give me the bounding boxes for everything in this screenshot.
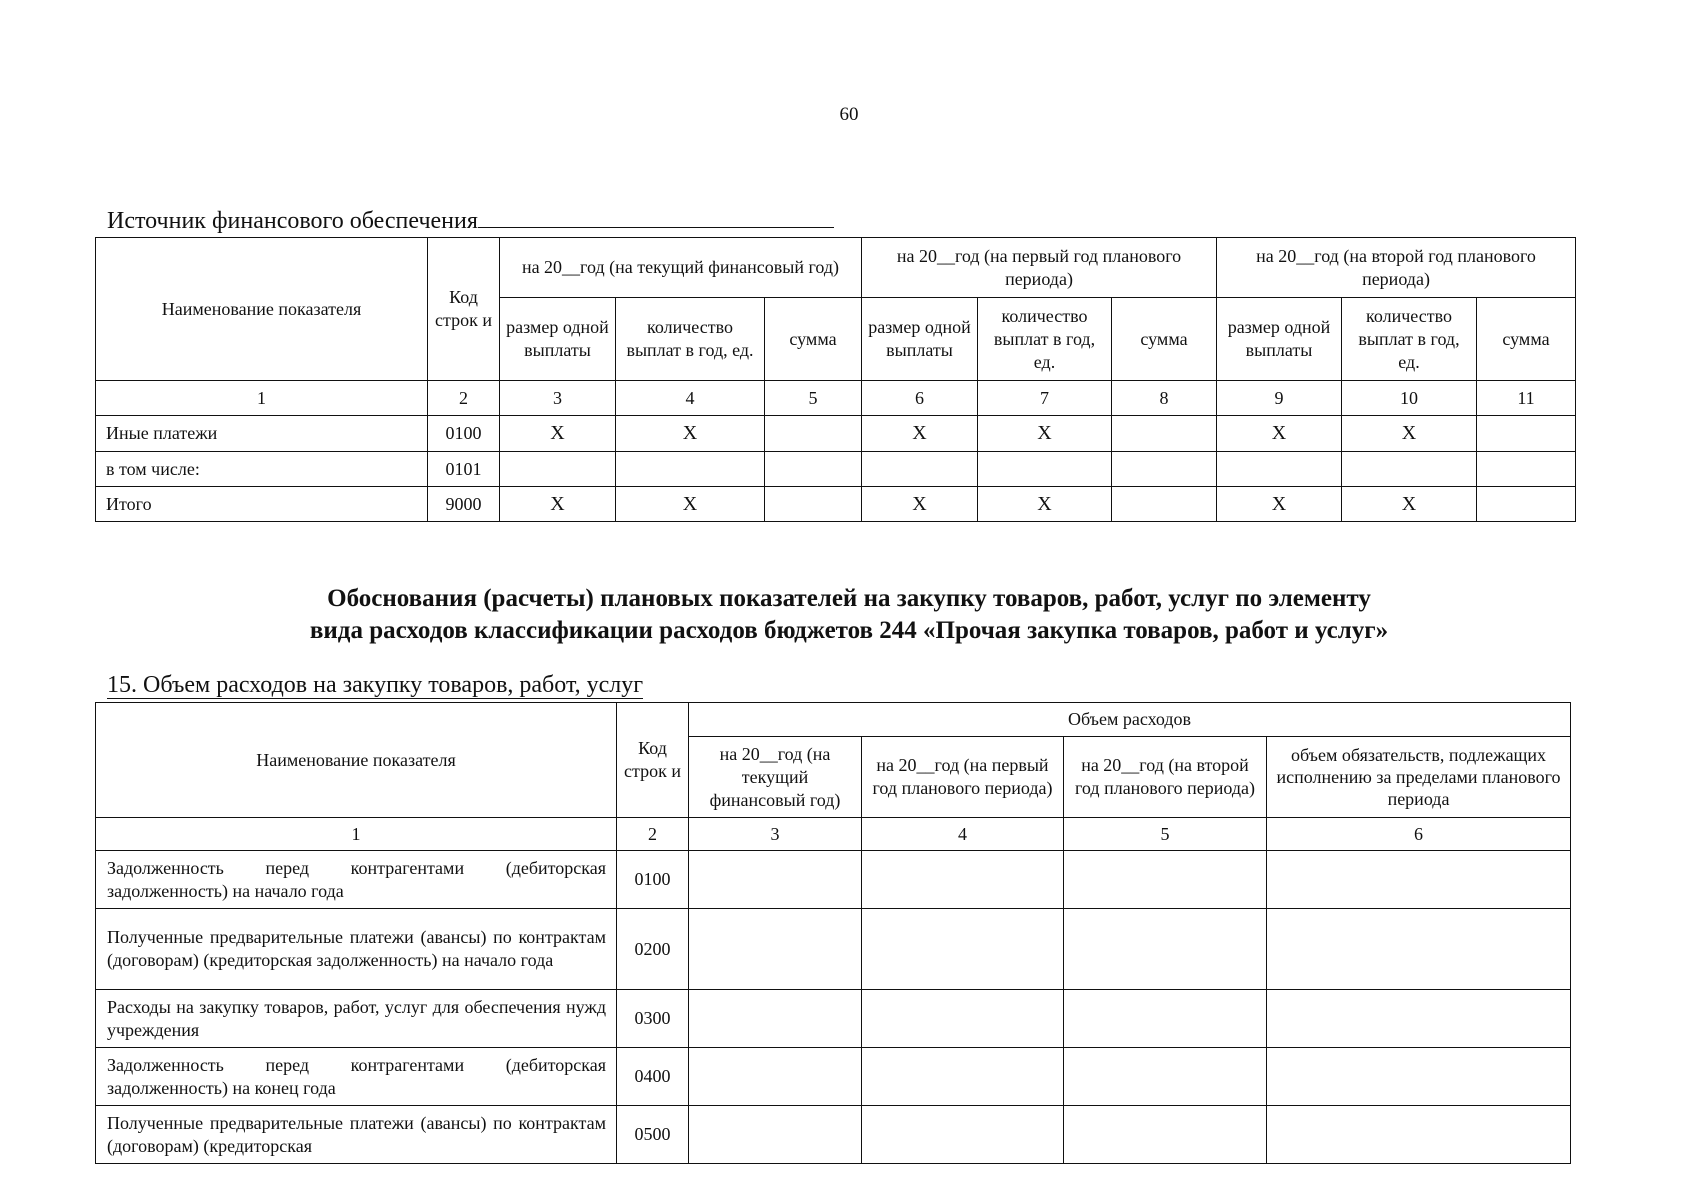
data-cell (1112, 487, 1217, 522)
data-cell (1112, 452, 1217, 487)
row-name: Итого (96, 487, 428, 522)
row-name: в том числе: (96, 452, 428, 487)
row-code: 0300 (617, 990, 689, 1048)
row-name: Расходы на закупку товаров, работ, услуг для обеспечения нужд учреждения (96, 990, 617, 1048)
data-cell: X (1217, 416, 1342, 452)
row-code: 0101 (428, 452, 500, 487)
table-row (96, 416, 1576, 452)
data-cell (862, 990, 1064, 1048)
data-cell (862, 909, 1064, 990)
row-name: Иные платежи (96, 416, 428, 452)
data-cell (689, 990, 862, 1048)
data-cell (1342, 452, 1477, 487)
column-number: 1 (96, 818, 617, 851)
section-heading-line: вида расходов классификации расходов бюджетов 244 «Прочая закупка товаров, работ и услуг» (309, 617, 1389, 644)
column-number: 4 (862, 818, 1064, 851)
column-number: 7 (978, 381, 1112, 416)
data-cell (689, 909, 862, 990)
table-row (96, 990, 1571, 1048)
table-row (96, 1106, 1571, 1164)
data-cell (765, 452, 862, 487)
header-indicator-name: Наименование показателя (96, 238, 428, 381)
header-indicator-name: Наименование показателя (96, 703, 617, 818)
column-number: 11 (1477, 381, 1576, 416)
data-cell (1477, 487, 1576, 522)
header-sum: сумма (765, 298, 862, 381)
column-number: 2 (617, 818, 689, 851)
table-row (96, 487, 1576, 522)
column-number: 6 (1267, 818, 1571, 851)
funding-source-caption (107, 207, 834, 235)
data-cell (1064, 909, 1267, 990)
data-cell: X (1342, 487, 1477, 522)
header-period-current: на 20__год (на текущий финансовый год) (500, 238, 862, 298)
data-cell: X (1217, 487, 1342, 522)
header-beyond-plan: объем обязательств, подлежащих исполнению за пределами планового периода (1267, 737, 1571, 818)
data-cell (689, 1048, 862, 1106)
table-row (96, 1048, 1571, 1106)
data-cell (1477, 452, 1576, 487)
header-period-second: на 20__год (на второй год планового периода) (1217, 238, 1576, 298)
data-cell (1064, 851, 1267, 909)
row-name: Полученные предварительные платежи (авансы) по контрактам (договорам) (кредиторская (96, 1106, 617, 1164)
header-year-current: на 20__год (на текущий финансовый год) (689, 737, 862, 818)
header-payment-count: количество выплат в год, ед. (978, 298, 1112, 381)
data-cell (689, 1106, 862, 1164)
row-name: Полученные предварительные платежи (авансы) по контрактам (договорам) (кредиторская задолженность) на начало года (96, 909, 617, 990)
row-code: 9000 (428, 487, 500, 522)
data-cell (616, 452, 765, 487)
data-cell: X (978, 416, 1112, 452)
row-code: 0500 (617, 1106, 689, 1164)
header-payment-size: размер одной выплаты (500, 298, 616, 381)
data-cell: X (616, 487, 765, 522)
section-heading-line: Обоснования (расчеты) плановых показателей на закупку товаров, работ, услуг по элементу (327, 585, 1371, 612)
data-cell (1217, 452, 1342, 487)
header-sum: сумма (1112, 298, 1217, 381)
data-cell (1064, 990, 1267, 1048)
column-number: 2 (428, 381, 500, 416)
data-cell (1064, 1048, 1267, 1106)
data-cell (862, 851, 1064, 909)
data-cell (765, 416, 862, 452)
header-payment-count: количество выплат в год, ед. (616, 298, 765, 381)
row-code: 0400 (617, 1048, 689, 1106)
data-cell (862, 1048, 1064, 1106)
column-number: 4 (616, 381, 765, 416)
data-cell (862, 452, 978, 487)
data-cell (1267, 1106, 1571, 1164)
funding-source-label: Источник финансового обеспечения (107, 208, 478, 234)
expenses-volume-table (95, 702, 1571, 1164)
table-row (96, 851, 1571, 909)
page-number: 60 (839, 104, 859, 125)
expenses-volume-caption (107, 671, 643, 699)
column-number-row (96, 818, 1571, 851)
column-number-row (96, 381, 1576, 416)
data-cell (1112, 416, 1217, 452)
column-number: 3 (689, 818, 862, 851)
table-row (96, 452, 1576, 487)
data-cell: X (978, 487, 1112, 522)
row-code: 0200 (617, 909, 689, 990)
header-year-first-plan: на 20__год (на первый год планового периода) (862, 737, 1064, 818)
data-cell: X (1342, 416, 1477, 452)
data-cell (1267, 851, 1571, 909)
column-number: 5 (765, 381, 862, 416)
row-name: Задолженность перед контрагентами (дебиторская задолженность) на конец года (96, 1048, 617, 1106)
data-cell (765, 487, 862, 522)
header-expenses-volume: Объем расходов (689, 703, 1571, 737)
funding-source-blank-line (478, 207, 834, 228)
data-cell (1477, 416, 1576, 452)
row-code: 0100 (428, 416, 500, 452)
data-cell: X (616, 416, 765, 452)
data-cell (862, 1106, 1064, 1164)
payments-table (95, 237, 1576, 522)
data-cell (689, 851, 862, 909)
row-code: 0100 (617, 851, 689, 909)
data-cell (500, 452, 616, 487)
section-heading (0, 583, 1698, 647)
header-payment-size: размер одной выплаты (862, 298, 978, 381)
data-cell (1267, 909, 1571, 990)
header-payment-count: количество выплат в год, ед. (1342, 298, 1477, 381)
column-number: 9 (1217, 381, 1342, 416)
expenses-volume-label: 15. Объем расходов на закупку товаров, работ, услуг (107, 672, 644, 698)
header-payment-size: размер одной выплаты (1217, 298, 1342, 381)
data-cell (1267, 990, 1571, 1048)
column-number: 3 (500, 381, 616, 416)
table-row (96, 909, 1571, 990)
data-cell: X (862, 487, 978, 522)
data-cell: X (500, 487, 616, 522)
column-number: 5 (1064, 818, 1267, 851)
column-number: 1 (96, 381, 428, 416)
row-name: Задолженность перед контрагентами (дебиторская задолженность) на начало года (96, 851, 617, 909)
column-number: 6 (862, 381, 978, 416)
header-sum: сумма (1477, 298, 1576, 381)
column-number: 8 (1112, 381, 1217, 416)
data-cell (1267, 1048, 1571, 1106)
header-row-code: Код строк и (428, 238, 500, 381)
data-cell (1064, 1106, 1267, 1164)
header-row-code: Код строк и (617, 703, 689, 818)
header-year-second-plan: на 20__год (на второй год планового периода) (1064, 737, 1267, 818)
column-number: 10 (1342, 381, 1477, 416)
header-period-first: на 20__год (на первый год планового периода) (862, 238, 1217, 298)
data-cell: X (862, 416, 978, 452)
data-cell: X (500, 416, 616, 452)
data-cell (978, 452, 1112, 487)
